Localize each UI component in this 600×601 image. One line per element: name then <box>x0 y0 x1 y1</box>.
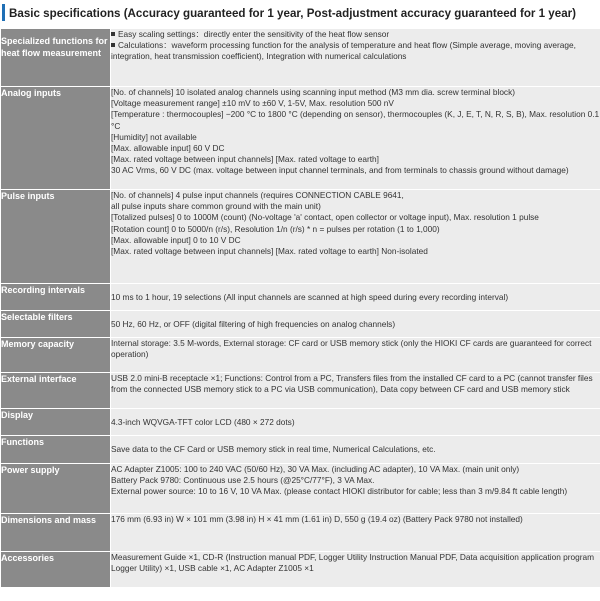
spec-value-text: 30 AC Vrms, 60 V DC (max. voltage between input channel terminals, and from terminals to chassis ground without damage) <box>111 165 569 176</box>
spec-value-line <box>111 201 600 212</box>
spec-label: Power supply <box>1 464 111 514</box>
spec-label: Recording intervals <box>1 284 111 311</box>
spec-value-text: Battery Pack 9780: Continuous use 2.5 hours (@25°C/77°F), 3 VA Max. <box>111 475 375 486</box>
spec-label: External interface <box>1 373 111 409</box>
spec-value-line <box>111 475 600 486</box>
spec-value-line <box>111 373 600 395</box>
spec-table <box>0 28 600 588</box>
spec-value <box>111 514 600 552</box>
spec-value <box>111 190 600 284</box>
spec-value-line <box>111 464 600 475</box>
spec-value-text: Calculations：waveform processing function for the analysis of temperature and heat flow (Simple average, moving average, integration, heat transmission coefficient), Integration with numerical calculations <box>111 40 576 62</box>
spec-row <box>1 552 600 588</box>
spec-value-line <box>111 143 600 154</box>
spec-value-line <box>111 417 600 428</box>
spec-row <box>1 514 600 552</box>
spec-value-line <box>111 246 600 257</box>
section-title: Basic specifications (Accuracy guaranteed for 1 year, Post-adjustment accuracy guaranteed for 1 year) <box>9 6 577 20</box>
spec-row <box>1 190 600 284</box>
spec-value-line <box>111 40 600 62</box>
square-bullet-icon <box>111 32 115 36</box>
spec-value-line <box>111 235 600 246</box>
spec-value-line <box>111 132 600 143</box>
spec-value <box>111 552 600 588</box>
spec-value-line <box>111 319 600 330</box>
spec-value-line <box>111 514 600 525</box>
spec-value-text: [Max. rated voltage between input channels] [Max. rated voltage to earth] <box>111 154 379 165</box>
spec-value-text: 50 Hz, 60 Hz, or OFF (digital filtering of high frequencies on analog channels) <box>111 319 396 329</box>
spec-label: Dimensions and mass <box>1 514 111 552</box>
spec-label: Memory capacity <box>1 338 111 373</box>
spec-value-line <box>111 154 600 165</box>
spec-value-text: Measurement Guide ×1, CD-R (Instruction manual PDF, Logger Utility Instruction Manual PDF, Data acquisition application program Logger Utility) ×1, USB cable ×1, AC Adapter Z1005 ×1 <box>111 552 595 574</box>
spec-value-text: [No. of channels] 4 pulse input channels (requires CONNECTION CABLE 9641, <box>111 190 404 200</box>
spec-row <box>1 29 600 87</box>
spec-label: Selectable filters <box>1 311 111 338</box>
spec-value-line <box>111 165 600 176</box>
spec-value-line <box>111 29 600 40</box>
spec-value-text: [Temperature : thermocouples] −200 °C to 1800 °C (depending on sensor), thermocouples (K, J, E, T, N, R, S, B), Max. resolution 0.1 °C <box>111 109 600 131</box>
spec-value-line <box>111 224 600 235</box>
spec-value-text: 176 mm (6.93 in) W × 101 mm (3.98 in) H × 41 mm (1.61 in) D, 550 g (19.4 oz) (Battery Pack 9780 not installed) <box>111 514 523 524</box>
spec-value-text: External power source: 10 to 16 V, 10 VA Max. (please contact HIOKI distributor for cable; less than 3 m/9.84 ft cable length) <box>111 486 568 497</box>
spec-value-text: USB 2.0 mini-B receptacle ×1; Functions: Control from a PC, Transfers files from the installed CF card to a PC (cannot transfer files from the connected USB memory stick to a PC via USB communication), Data copy between CF card and USB memory stick <box>111 373 593 395</box>
spec-value-text: 10 ms to 1 hour, 19 selections (All input channels are scanned at high speed during every recording interval) <box>111 292 509 302</box>
spec-value <box>111 87 600 190</box>
spec-value <box>111 436 600 464</box>
spec-value-text: Internal storage: 3.5 M-words, External storage: CF card or USB memory stick (only the HIOKI CF cards are guaranteed for correct operation) <box>111 338 592 360</box>
spec-row <box>1 464 600 514</box>
spec-value <box>111 338 600 373</box>
spec-value-text: Easy scaling settings：directly enter the sensitivity of the heat flow sensor <box>118 29 390 39</box>
spec-value <box>111 373 600 409</box>
spec-value-line <box>111 552 600 574</box>
spec-value-line <box>111 338 600 360</box>
spec-value-text: [Totalized pulses] 0 to 1000M (count) (No-voltage 'a' contact, open collector or voltage input), Max. resolution 1 pulse <box>111 212 539 223</box>
spec-value-text: all pulse inputs share common ground with the main unit) <box>111 201 321 212</box>
spec-row <box>1 373 600 409</box>
spec-row <box>1 409 600 436</box>
spec-label: Analog inputs <box>1 87 111 190</box>
spec-value-line <box>111 87 600 98</box>
square-bullet-icon <box>111 43 115 47</box>
spec-label: Functions <box>1 436 111 464</box>
spec-value-text: [Max. allowable input] 60 V DC <box>111 143 225 154</box>
spec-value-text: AC Adapter Z1005: 100 to 240 VAC (50/60 Hz), 30 VA Max. (including AC adapter), 10 VA Max. (main unit only) <box>111 464 520 474</box>
spec-value-text: 4.3-inch WQVGA-TFT color LCD (480 × 272 dots) <box>111 417 295 427</box>
spec-value-line <box>111 190 600 201</box>
spec-row <box>1 284 600 311</box>
spec-value <box>111 284 600 311</box>
spec-value-line <box>111 486 600 497</box>
spec-label: Display <box>1 409 111 436</box>
section-header <box>0 0 600 26</box>
spec-value-line <box>111 292 600 303</box>
spec-value-line <box>111 212 600 223</box>
header-accent-bar <box>2 4 5 21</box>
spec-row <box>1 87 600 190</box>
spec-label: Accessories <box>1 552 111 588</box>
spec-value-text: [Humidity] not available <box>111 131 197 142</box>
spec-value-text: [No. of channels] 10 isolated analog channels using scanning input method (M3 mm dia. screw terminal block) <box>111 87 515 97</box>
spec-value-text: Save data to the CF Card or USB memory stick in real time, Numerical Calculations, etc. <box>111 444 436 454</box>
spec-value-text: [Rotation count] 0 to 5000/n (r/s), Resolution 1/n (r/s) * n = pulses per rotation (1 to 1,000) <box>111 223 440 234</box>
spec-value <box>111 29 600 87</box>
spec-value-text: [Max. rated voltage between input channels] [Max. rated voltage to earth] Non-isolated <box>111 246 428 257</box>
spec-row <box>1 436 600 464</box>
spec-value-text: [Voltage measurement range] ±10 mV to ±60 V, 1-5V, Max. resolution 500 nV <box>111 98 394 109</box>
spec-row <box>1 311 600 338</box>
spec-value-line <box>111 98 600 109</box>
spec-label: Specialized functions for heat flow measurement <box>1 29 111 87</box>
spec-value-text: [Max. allowable input] 0 to 10 V DC <box>111 234 241 245</box>
spec-value-line <box>111 444 600 455</box>
spec-value <box>111 464 600 514</box>
spec-value-line <box>111 109 600 131</box>
spec-row <box>1 338 600 373</box>
spec-label: Pulse inputs <box>1 190 111 284</box>
spec-value <box>111 409 600 436</box>
spec-value <box>111 311 600 338</box>
